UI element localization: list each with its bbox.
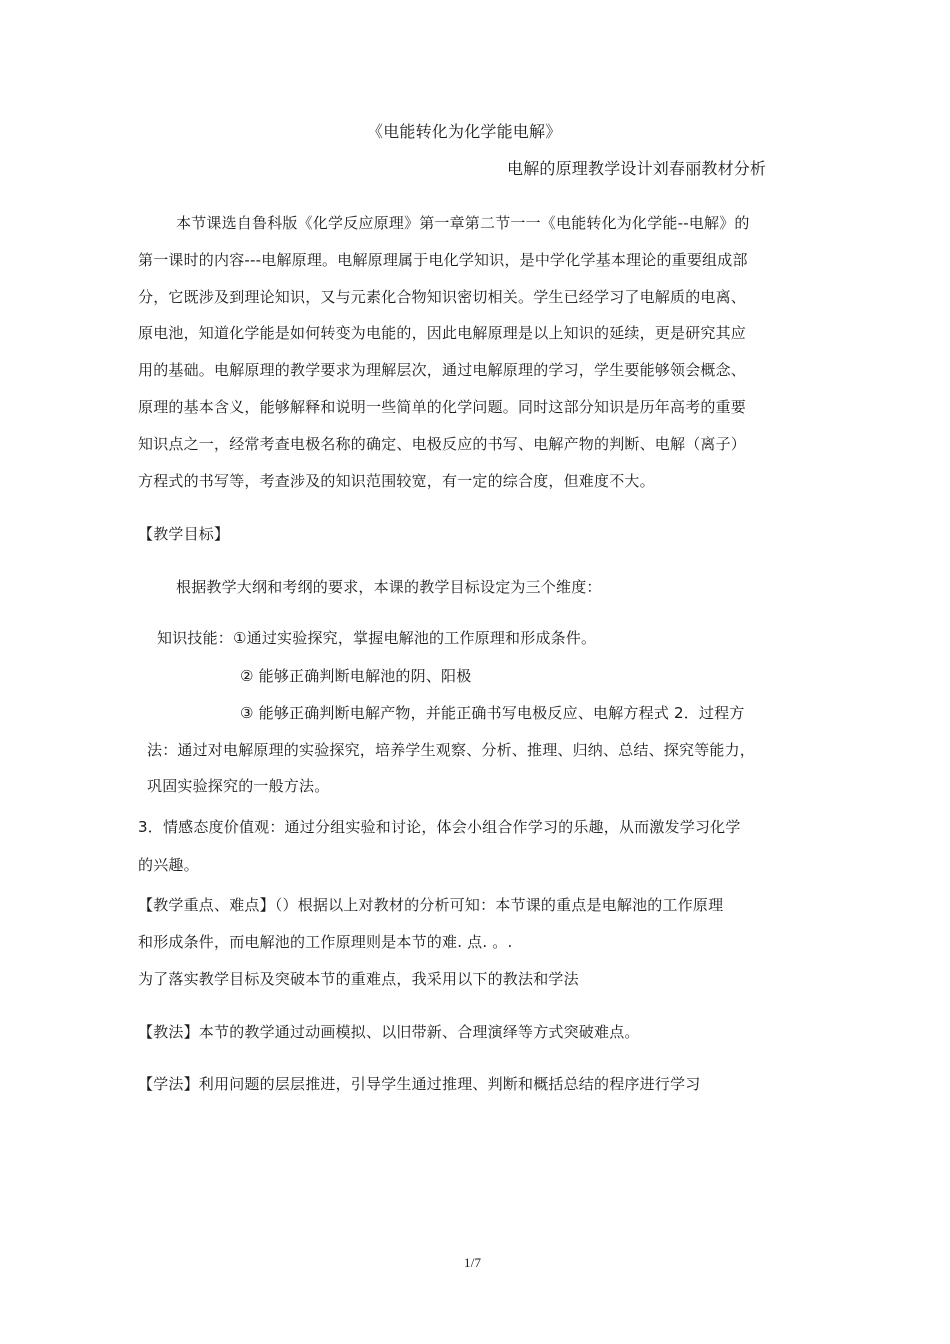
intro-line: 分，它既涉及到理论知识，又与元素化合物知识密切相关。学生已经学习了电解质的电离、 — [138, 288, 747, 306]
skills-line: 法：通过对电解原理的实验探究，培养学生观察、分析、推理、归纳、总结、探究等能力， — [147, 741, 756, 759]
intro-line: 原电池，知道化学能是如何转变为电能的，因此电解原理是以上知识的延续，更是研究其应 — [138, 324, 747, 342]
skills-line: ② 能够正确判断电解池的阴、阳极 — [240, 667, 472, 685]
attitude-line: 3．情感态度价值观：通过分组实验和讨论，体会小组合作学习的乐趣，从而激发学习化学 — [138, 818, 741, 836]
methods-intro: 为了落实教学目标及突破本节的重难点，我采用以下的教法和学法 — [138, 970, 579, 988]
skills-line: ③ 能够正确判断电解产物，并能正确书写电极反应、电解方程式 2．过程方 — [240, 704, 745, 722]
goals-heading: 【教学目标】 — [138, 525, 230, 543]
keypoints-line: 【教学重点、难点】（）根据以上对教材的分析可知：本节课的重点是电解池的工作原理 — [138, 896, 724, 914]
attitude-line: 的兴趣。 — [138, 856, 199, 874]
skills-line: 知识技能：①通过实验探究，掌握电解池的工作原理和形成条件。 — [157, 629, 597, 647]
document-title: 《电能转化为化学能电解》 — [367, 122, 562, 141]
skills-line: 巩固实验探究的一般方法。 — [147, 777, 330, 795]
intro-line: 第一课时的内容---电解原理。电解原理属于电化学知识，是中学化学基本理论的重要组成部 — [138, 251, 748, 269]
keypoints-line: 和形成条件，而电解池的工作原理则是本节的难. 点. 。. — [138, 933, 513, 951]
intro-line: 原理的基本含义，能够解释和说明一些简单的化学问题。同时这部分知识是历年高考的重要 — [138, 398, 747, 416]
intro-line: 知识点之一，经常考查电极名称的确定、电极反应的书写、电解产物的判断、电解（离子） — [138, 435, 747, 453]
document-subtitle: 电解的原理教学设计刘春丽教材分析 — [507, 159, 767, 178]
intro-line: 用的基础。电解原理的教学要求为理解层次，通过电解原理的学习，学生要能够领会概念、 — [138, 361, 747, 379]
teaching-method: 【教法】本节的教学通过动画模拟、以旧带新、合理演绎等方式突破难点。 — [138, 1023, 640, 1041]
intro-line: 方程式的书写等，考查涉及的知识范围较宽，有一定的综合度，但难度不大。 — [138, 472, 655, 490]
goals-intro: 根据教学大纲和考纲的要求，本课的教学目标设定为三个维度： — [176, 578, 602, 596]
intro-line: 本节课选自鲁科版《化学反应原理》第一章第二节一一《电能转化为化学能--电解》的 — [176, 214, 750, 232]
learning-method: 【学法】利用问题的层层推进，引导学生通过推理、判断和概括总结的程序进行学习 — [138, 1075, 701, 1093]
page-number: 1/7 — [464, 1255, 482, 1270]
